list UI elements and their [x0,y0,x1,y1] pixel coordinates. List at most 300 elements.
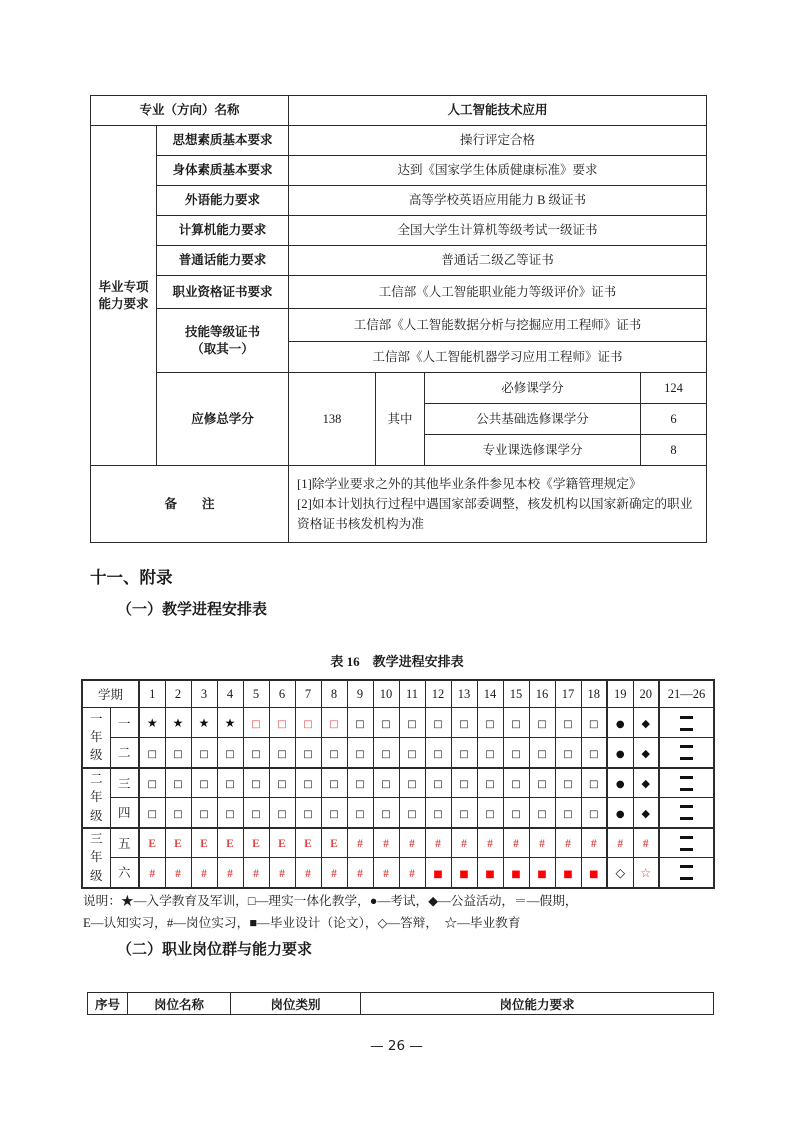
schedule-cell [243,768,269,798]
schedule-symbol: ■ [433,868,443,880]
schedule-symbol: □ [433,808,443,820]
semester-label: 三 [110,768,139,798]
schedule-symbol: # [279,867,285,880]
schedule-cell [139,738,165,768]
schedule-symbol: # [305,867,311,880]
schedule-symbol: # [590,838,597,851]
schedule-cell [633,858,659,888]
schedule-symbol: # [383,838,389,851]
schedule-cell [477,768,503,798]
schedule-symbol: □ [485,719,495,730]
semester-label: 二 [110,738,139,768]
schedule-legend [83,890,723,934]
schedule-symbol: E [252,838,260,851]
schedule-row [82,798,714,828]
semester-header: 学期 [82,680,139,708]
schedule-cell [529,858,555,888]
schedule-symbol: □ [199,748,209,760]
schedule-cell [269,858,295,888]
week-header: 19 [607,680,633,708]
schedule-row [82,738,714,768]
schedule-cell [451,858,477,888]
schedule-symbol: □ [433,748,443,760]
schedule-symbol: # [539,838,545,851]
skill-cert-label-line2: （取其一） [191,341,254,356]
schedule-symbol: □ [407,808,417,820]
vacation-bars-icon [680,716,693,731]
schedule-cell [139,828,165,858]
schedule-symbol: # [565,838,571,851]
schedule-symbol: □ [589,808,599,820]
schedule-cell [399,858,425,888]
schedule-symbol: □ [329,808,339,820]
schedule-symbol: □ [537,719,547,730]
week-header: 3 [191,680,217,708]
schedule-symbol: ★ [146,716,158,730]
schedule-cell [295,858,321,888]
schedule-cell [373,828,399,858]
schedule-symbol: □ [277,808,287,820]
semester-label: 一 [110,708,139,738]
schedule-symbol: □ [407,719,417,730]
schedule-symbol: □ [381,808,391,820]
credit-item-value: 124 [641,373,707,404]
schedule-symbol: □ [407,748,417,760]
schedule-cell [529,798,555,828]
schedule-cell [139,708,165,738]
schedule-cell [165,768,191,798]
schedule-symbol: ☆ [640,864,652,880]
schedule-symbol: □ [329,719,339,730]
schedule-cell [425,798,451,828]
row-label: 职业资格证书要求 [157,276,289,309]
schedule-cell [347,858,373,888]
schedule-symbol: □ [459,808,469,820]
credit-item-value: 6 [641,404,707,435]
vacation-bars-icon [680,745,693,760]
schedule-cell [139,798,165,828]
schedule-cell [659,768,714,798]
schedule-symbol: □ [537,779,547,791]
schedule-cell [321,768,347,798]
schedule-cell [425,858,451,888]
schedule-cell [581,798,607,828]
schedule-cell [633,798,659,828]
schedule-cell [607,768,633,798]
schedule-cell [373,768,399,798]
week-header: 17 [555,680,581,708]
schedule-cell [555,858,581,888]
schedule-symbol: ■ [563,868,573,880]
schedule-cell [659,738,714,768]
schedule-symbol: ● [615,748,625,760]
schedule-cell [217,828,243,858]
schedule-cell [347,768,373,798]
schedule-cell [373,708,399,738]
schedule-symbol: ■ [537,868,547,880]
schedule-cell [503,708,529,738]
schedule-symbol: □ [199,808,209,820]
schedule-cell [217,798,243,828]
schedule-symbol: □ [589,779,599,791]
schedule-symbol: □ [459,779,469,791]
schedule-cell [503,858,529,888]
semester-label: 四 [110,798,139,828]
row-label: 外语能力要求 [157,186,289,216]
schedule-symbol: □ [277,719,287,730]
remark-line1: [1]除学业要求之外的其他毕业条件参见本校《学籍管理规定》 [297,476,642,491]
total-credits-value: 138 [289,373,376,466]
schedule-cell [373,738,399,768]
week-header: 13 [451,680,477,708]
schedule-cell [425,708,451,738]
subsection-heading-positions: （二）职业岗位群与能力要求 [117,942,313,958]
week-header: 16 [529,680,555,708]
schedule-symbol: # [149,867,156,880]
schedule-symbol: □ [433,779,443,791]
schedule-symbol: □ [225,748,235,760]
schedule-cell [295,798,321,828]
year-label: 三 年 级 [82,828,110,888]
schedule-cell [191,828,217,858]
schedule-cell [503,798,529,828]
schedule-cell [503,738,529,768]
schedule-symbol: □ [407,779,417,791]
schedule-cell [217,738,243,768]
row-value: 全国大学生计算机等级考试一级证书 [289,216,707,246]
schedule-cell [321,828,347,858]
schedule-symbol: □ [251,719,261,730]
schedule-symbol: ■ [459,868,469,880]
schedule-cell [399,798,425,828]
schedule-symbol: E [304,838,312,851]
schedule-cell [477,708,503,738]
schedule-cell [503,828,529,858]
major-name-value: 人工智能技术应用 [289,96,707,126]
week-header: 9 [347,680,373,708]
schedule-cell [191,768,217,798]
schedule-symbol: □ [147,779,157,791]
schedule-symbol: □ [511,748,521,760]
week-header: 4 [217,680,243,708]
schedule-cell [217,768,243,798]
schedule-symbol: ■ [589,868,599,880]
col-header-position-type: 岗位类别 [231,993,361,1015]
schedule-cell [243,828,269,858]
schedule-cell [477,738,503,768]
schedule-cell [347,708,373,738]
schedule-cell [503,768,529,798]
schedule-symbol: ● [615,808,625,820]
schedule-cell [243,738,269,768]
schedule-symbol: # [487,838,493,851]
schedule-cell [555,768,581,798]
schedule-symbol: □ [173,779,183,791]
schedule-cell [607,708,633,738]
schedule-cell [581,858,607,888]
schedule-row [82,858,714,888]
schedule-symbol: □ [251,779,261,791]
row-value: 普通话二级乙等证书 [289,246,707,276]
schedule-symbol: □ [355,719,365,730]
skill-cert-label [157,309,289,373]
graduation-ability-group-label [91,126,157,466]
weeks-21-26-header: 21—26 [659,680,714,708]
schedule-symbol: □ [225,779,235,791]
page-number: — 26 — [370,1038,423,1054]
schedule-symbol: □ [303,748,313,760]
schedule-cell [269,768,295,798]
schedule-cell [243,858,269,888]
schedule-symbol: # [461,838,467,851]
schedule-symbol: # [357,867,363,880]
schedule-row [82,828,714,858]
schedule-symbol: □ [303,779,313,791]
schedule-cell [191,858,217,888]
schedule-cell [347,798,373,828]
schedule-symbol: □ [485,748,495,760]
schedule-cell [633,708,659,738]
schedule-symbol: # [175,867,181,880]
schedule-cell [659,798,714,828]
col-header-ability-req: 岗位能力要求 [361,993,714,1015]
schedule-symbol: □ [459,719,469,730]
row-label: 计算机能力要求 [157,216,289,246]
graduation-requirements-table [90,95,707,543]
schedule-cell [295,738,321,768]
row-label: 思想素质基本要求 [157,126,289,156]
schedule-cell [607,738,633,768]
schedule-symbol: □ [511,719,521,730]
schedule-cell [399,828,425,858]
job-positions-table [87,992,714,1015]
schedule-cell [321,738,347,768]
schedule-symbol: E [278,838,286,851]
total-credits-label: 应修总学分 [157,373,289,466]
schedule-symbol: □ [355,808,365,820]
week-header: 10 [373,680,399,708]
row-label: 普通话能力要求 [157,246,289,276]
schedule-cell [399,708,425,738]
schedule-symbol: □ [173,748,183,760]
schedule-cell [477,798,503,828]
week-header: 18 [581,680,607,708]
schedule-symbol: □ [381,748,391,760]
schedule-cell [165,828,191,858]
schedule-cell [321,858,347,888]
schedule-cell [607,798,633,828]
schedule-cell [243,708,269,738]
schedule-symbol: □ [147,748,157,760]
col-header-index: 序号 [88,993,128,1015]
vacation-bars-icon [680,865,693,880]
major-name-label: 专业（方向）名称 [91,96,289,126]
schedule-symbol: □ [485,779,495,791]
semester-label: 六 [110,858,139,888]
schedule-symbol: ■ [511,868,521,880]
vacation-bars-icon [680,776,693,791]
schedule-symbol: ◆ [641,746,650,760]
schedule-symbol: ■ [485,868,495,880]
year-label: 一 年 级 [82,708,110,768]
schedule-symbol: □ [537,808,547,820]
schedule-cell [295,828,321,858]
schedule-symbol: □ [173,808,183,820]
semester-label: 五 [110,828,139,858]
schedule-symbol: ★ [172,716,184,730]
skill-cert-option: 工信部《人工智能数据分析与挖掘应用工程师》证书 [289,309,707,342]
schedule-symbol: E [226,838,234,851]
schedule-cell [165,798,191,828]
week-header: 5 [243,680,269,708]
schedule-cell [295,768,321,798]
col-header-position-name: 岗位名称 [128,993,231,1015]
schedule-cell [581,738,607,768]
schedule-symbol: ◇ [615,864,626,880]
week-header: 12 [425,680,451,708]
schedule-symbol: ◆ [641,777,650,791]
schedule-symbol: # [383,867,389,880]
week-header: 14 [477,680,503,708]
schedule-cell [477,858,503,888]
row-value: 操行评定合格 [289,126,707,156]
schedule-symbol: □ [563,779,573,791]
remark-label: 备 注 [91,466,289,543]
schedule-cell [633,828,659,858]
skill-cert-label-line1: 技能等级证书 [185,325,261,340]
schedule-cell [191,798,217,828]
credit-item-value: 8 [641,435,707,466]
schedule-cell [165,708,191,738]
schedule-symbol: □ [589,748,599,760]
schedule-symbol: ● [615,719,625,730]
schedule-symbol: # [617,838,624,851]
schedule-symbol: □ [589,719,599,730]
schedule-cell [347,738,373,768]
schedule-symbol: □ [355,779,365,791]
schedule-symbol: # [201,867,207,880]
schedule-cell [295,708,321,738]
vacation-bars-icon [680,805,693,820]
schedule-symbol: E [148,838,157,851]
schedule-cell [529,708,555,738]
credits-among-label: 其中 [376,373,425,466]
schedule-symbol: □ [251,808,261,820]
schedule-symbol: □ [277,779,287,791]
schedule-cell [555,798,581,828]
skill-cert-option: 工信部《人工智能机器学习应用工程师》证书 [289,342,707,373]
schedule-cell [321,798,347,828]
group-label-line2: 能力要求 [98,296,149,311]
schedule-cell [581,708,607,738]
schedule-cell [659,858,714,888]
schedule-symbol: ★ [198,716,210,730]
schedule-cell [425,828,451,858]
schedule-symbol: ★ [224,716,236,730]
schedule-cell [165,738,191,768]
schedule-cell [451,708,477,738]
schedule-cell [269,828,295,858]
row-value: 达到《国家学生体质健康标准》要求 [289,156,707,186]
schedule-cell [191,708,217,738]
schedule-symbol: □ [199,779,209,791]
schedule-symbol: □ [381,719,391,730]
schedule-symbol: □ [277,748,287,760]
schedule-cell [347,828,373,858]
schedule-symbol: # [331,867,337,880]
table16-caption: 表 16 教学进程安排表 [330,654,464,669]
schedule-cell [581,768,607,798]
schedule-symbol: □ [511,779,521,791]
schedule-cell [451,798,477,828]
schedule-symbol: □ [563,719,573,730]
schedule-symbol: □ [329,748,339,760]
week-header: 1 [139,680,165,708]
schedule-cell [607,828,633,858]
schedule-symbol: □ [537,748,547,760]
week-header: 20 [633,680,659,708]
schedule-symbol: # [227,867,233,880]
schedule-symbol: □ [251,748,261,760]
schedule-cell [451,738,477,768]
schedule-symbol: □ [225,808,235,820]
schedule-symbol: □ [303,719,313,730]
row-label: 身体素质基本要求 [157,156,289,186]
schedule-symbol: □ [433,719,443,730]
schedule-cell [269,798,295,828]
schedule-cell [217,858,243,888]
schedule-symbol: □ [147,808,157,820]
schedule-symbol: □ [563,808,573,820]
vacation-bars-icon [680,836,693,851]
schedule-cell [373,858,399,888]
schedule-symbol: □ [511,808,521,820]
schedule-row [82,708,714,738]
week-header: 2 [165,680,191,708]
teaching-schedule-table [81,679,715,889]
schedule-cell [477,828,503,858]
schedule-symbol: ◆ [641,717,650,730]
schedule-cell [555,828,581,858]
schedule-header-row [82,680,714,708]
positions-header-row [88,993,714,1015]
schedule-symbol: □ [381,779,391,791]
year-label: 二 年 级 [82,768,110,828]
credit-item-name: 必修课学分 [425,373,641,404]
schedule-cell [633,768,659,798]
remark-line2: [2]如本计划执行过程中遇国家部委调整，核发机构以国家新确定的职业资格证书核发机构为准 [297,496,693,532]
schedule-cell [425,738,451,768]
schedule-cell [529,828,555,858]
schedule-symbol: ● [615,779,625,791]
schedule-cell [425,768,451,798]
schedule-symbol: E [330,838,338,851]
schedule-symbol: # [642,838,649,851]
week-header: 6 [269,680,295,708]
schedule-row [82,768,714,798]
schedule-cell [373,798,399,828]
schedule-symbol: # [357,838,363,851]
schedule-cell [269,708,295,738]
schedule-symbol: □ [459,748,469,760]
schedule-cell [555,738,581,768]
schedule-cell [165,858,191,888]
schedule-cell [555,708,581,738]
schedule-symbol: # [253,867,259,880]
legend-line2: E—认知实习，#—岗位实习，■—毕业设计（论文），◇—答辩， ☆—毕业教育 [83,916,521,930]
schedule-cell [451,768,477,798]
credit-item-name: 公共基础选修课学分 [425,404,641,435]
